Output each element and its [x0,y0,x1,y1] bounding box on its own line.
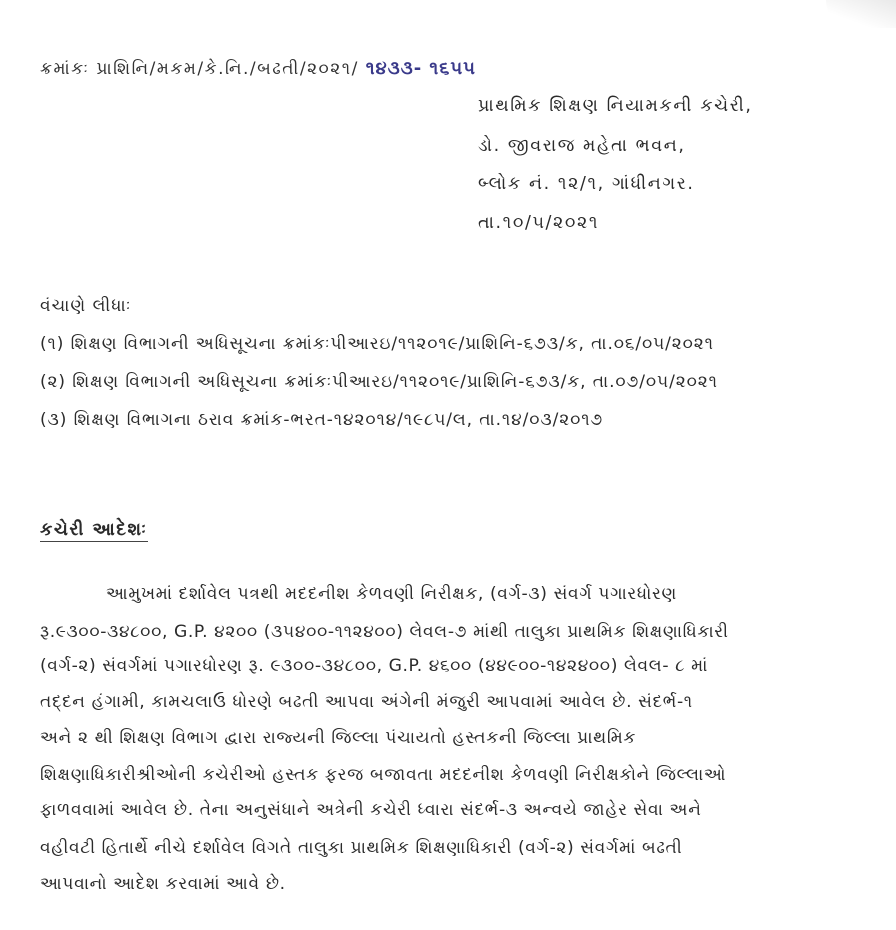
read-item-1: (૧) શિક્ષણ વિભાગની અધિસૂચના ક્રમાંકઃપીઆરઇ/૧૧૨૦૧૯/પ્રાશિનિ-૬૭૩/ક, તા.૦૬/૦૫/૨૦૨૧ [40,334,714,354]
order-line-6: શિક્ષણાધિકારીશ્રીઓની કચેરીઓ હસ્તક ફરજ બજાવતા મદદનીશ કેળવણી નિરીક્ષકોને જિલ્લાઓ [40,765,727,785]
address-date: તા.૧૦/૫/૨૦૨૧ [478,213,600,233]
order-heading [40,520,148,540]
order-line-7: ફાળવવામાં આવેલ છે. તેના અનુસંધાને અત્રેની કચેરી ધ્વારા સંદર્ભ-૩ અન્વયે જાહેર સેવા અને [40,800,702,820]
order-line-3: (વર્ગ-૨) સંવર્ગમાં પગારધોરણ રૂ. ૯૩૦૦-૩૪૮૦૦, G.P. ૪૬૦૦ (૪૪૯૦૦-૧૪૨૪૦૦) લેવલ- ૮ માં [40,656,708,676]
address-line-3: બ્લોક નં. ૧૨/૧, ગાંધીનગર. [478,174,695,194]
order-line-5: અને ૨ થી શિક્ષણ વિભાગ દ્વારા રાજ્યની જિલ્લા પંચાયતો હસ્તકની જિલ્લા પ્રાથમિક [40,728,637,748]
order-line-9: આપવાનો આદેશ કરવામાં આવે છે. [40,874,286,894]
address-line-2: ડો. જીવરાજ મહેતા ભવન, [478,136,686,156]
reference-line [40,58,476,79]
order-line-2: રૂ.૯૩૦૦-૩૪૮૦૦, G.P. ૪૨૦૦ (૩૫૪૦૦-૧૧૨૪૦૦) લેવલ-૭ માંથી તાલુકા પ્રાથમિક શિક્ષણાધિકારી [40,622,729,642]
reference-prefix: ક્રમાંકઃ પ્રાશિનિ/મકમ/કે.નિ./બઢતી/૨૦૨૧/ [40,59,359,79]
address-line-1: પ્રાથમિક શિક્ષણ નિયામકની કચેરી, [478,96,753,116]
order-heading-text: કચેરી આદેશઃ [40,520,148,540]
read-item-3: (૩) શિક્ષણ વિભાગના ઠરાવ ક્રમાંક-ભરત-૧૪૨૦૧૪/૧૯૮૫/લ, તા.૧૪/૦૩/૨૦૧૭ [40,410,604,430]
page-corner-shadow [826,0,896,28]
order-line-1: આમુખમાં દર્શાવેલ પત્રથી મદદનીશ કેળવણી નિરીક્ષક, (વર્ગ-૩) સંવર્ગ પગારધોરણ [106,584,677,604]
read-item-2: (૨) શિક્ષણ વિભાગની અધિસૂચના ક્રમાંકઃપીઆરઇ/૧૧૨૦૧૯/પ્રાશિનિ-૬૭૩/ક, તા.૦૭/૦૫/૨૦૨૧ [40,372,718,392]
reference-number: ૧૪૩૩- ૧૬૫૫ [365,58,476,79]
order-line-4: તદ્દન હંગામી, કામચલાઉ ધોરણે બઢતી આપવા અંગેની મંજુરી આપવામાં આવેલ છે. સંદર્ભ-૧ [40,692,693,712]
order-line-8: વહીવટી હિતાર્થે નીચે દર્શાવેલ વિગતે તાલુકા પ્રાથમિક શિક્ષણાધિકારી (વર્ગ-૨) સંવર્ગમાં બઢતી [40,838,683,858]
read-heading: વંચાણે લીધાઃ [40,296,132,316]
